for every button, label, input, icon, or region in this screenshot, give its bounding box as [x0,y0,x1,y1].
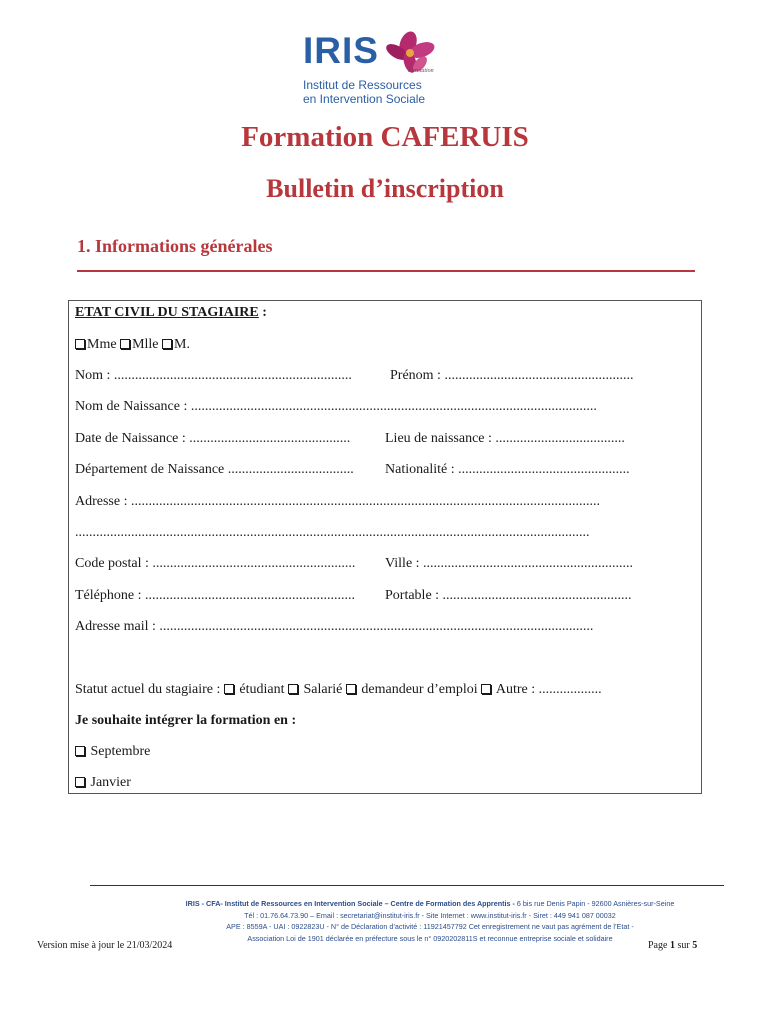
adresse-field[interactable]: Adresse : ...................................................................................................................................... [75,494,600,509]
iris-logo [300,30,440,108]
statut-row [75,682,602,698]
footer-line1 [120,898,740,910]
logo-formation: Formation [408,68,434,74]
statut-label: Statut actuel du stagiaire : [75,682,224,697]
version-date: Version mise à jour le 21/03/2024 [37,940,173,951]
logo-subtitle-line1: Institut de Ressources [303,78,422,92]
checkbox-janvier[interactable] [75,777,85,787]
page-number [648,940,697,951]
footer-address [120,898,740,944]
checkbox-etudiant[interactable] [224,684,234,694]
statut-etudiant-label: étudiant [239,682,285,697]
footer-line4: Association Loi de 1901 déclarée en préfecture sous le n° 0920202811S et reconnue entreprise sociale et solidaire [247,933,613,943]
session-septembre-label: Septembre [90,744,151,759]
civility-row [75,337,190,353]
departement-field[interactable]: Département de Naissance .................................... [75,462,354,477]
nationalite-field[interactable]: Nationalité : ................................................. [385,462,630,477]
page-middle: sur [674,940,693,951]
adresse-line2-field[interactable]: ................................................................................................................................................... [75,525,590,540]
portable-field[interactable]: Portable : ...................................................... [385,588,632,603]
code-postal-field[interactable]: Code postal : .......................................................... [75,556,356,571]
form-header [75,305,267,321]
civility-m-label: M. [174,337,190,352]
prenom-field[interactable]: Prénom : ...................................................... [390,368,634,383]
checkbox-autre[interactable] [481,684,491,694]
statut-salarie-label: Salarié [303,682,343,697]
logo-subtitle [303,78,425,106]
footer-divider [90,885,724,886]
footer-line1-bold: IRIS - CFA- Institut de Ressources en Intervention Sociale – Centre de Formation des Apprentis - [185,899,515,908]
logo-brand: IRIS [303,30,379,71]
statut-demandeur-label: demandeur d’emploi [361,682,478,697]
checkbox-mlle[interactable] [120,339,130,349]
civility-mme-label: Mme [87,337,117,352]
page-subtitle: Bulletin d’inscription [266,174,504,203]
telephone-field[interactable]: Téléphone : ............................................................ [75,588,355,603]
ville-field[interactable]: Ville : ............................................................ [385,556,634,571]
lieu-naissance-field[interactable]: Lieu de naissance : ..................................... [385,431,625,446]
nom-field[interactable]: Nom : .................................................................... [75,368,352,383]
session-janvier-label: Janvier [90,775,131,790]
page-title: Formation CAFERUIS [241,121,529,153]
checkbox-mme[interactable] [75,339,85,349]
page-prefix: Page [648,940,670,951]
section-heading: 1. Informations générales [77,236,273,256]
nom-naissance-field[interactable]: Nom de Naissance : .................................................................................................................... [75,399,597,414]
civility-mlle-label: Mlle [132,337,159,352]
souhait-heading: Je souhaite intégrer la formation en : [75,713,297,728]
logo-subtitle-line2: en Intervention Sociale [303,92,426,106]
page-total: 5 [692,940,698,951]
date-naissance-field[interactable]: Date de Naissance : .............................................. [75,431,351,446]
session-septembre [75,744,150,760]
checkbox-salarie[interactable] [288,684,298,694]
section-divider [77,270,695,272]
footer-line2: Tél : 01.76.64.73.90 – Email : secretariat@institut-iris.fr - Site Internet : www.institut-iris.fr - Siret : 449 941 087 00032 [244,910,616,920]
checkbox-septembre[interactable] [75,746,85,756]
checkbox-demandeur[interactable] [346,684,356,694]
page-current: 1 [669,940,675,951]
form-header-suffix: : [258,305,267,320]
checkbox-m[interactable] [162,339,172,349]
mail-field[interactable]: Adresse mail : ............................................................................................................................ [75,619,594,634]
footer-line3: APE : 8559A - UAI : 0922823U - N° de Déclaration d’activité : 11921457792 Cet enregistrement ne vaut pas agrément de l’Etat - [226,922,634,932]
footer-line1-rest: 6 bis rue Denis Papin - 92600 Asnières-sur-Seine [514,899,675,908]
session-janvier [75,775,131,791]
statut-autre-label: Autre : .................. [495,682,602,697]
form-header-label: ETAT CIVIL DU STAGIAIRE [75,305,259,320]
